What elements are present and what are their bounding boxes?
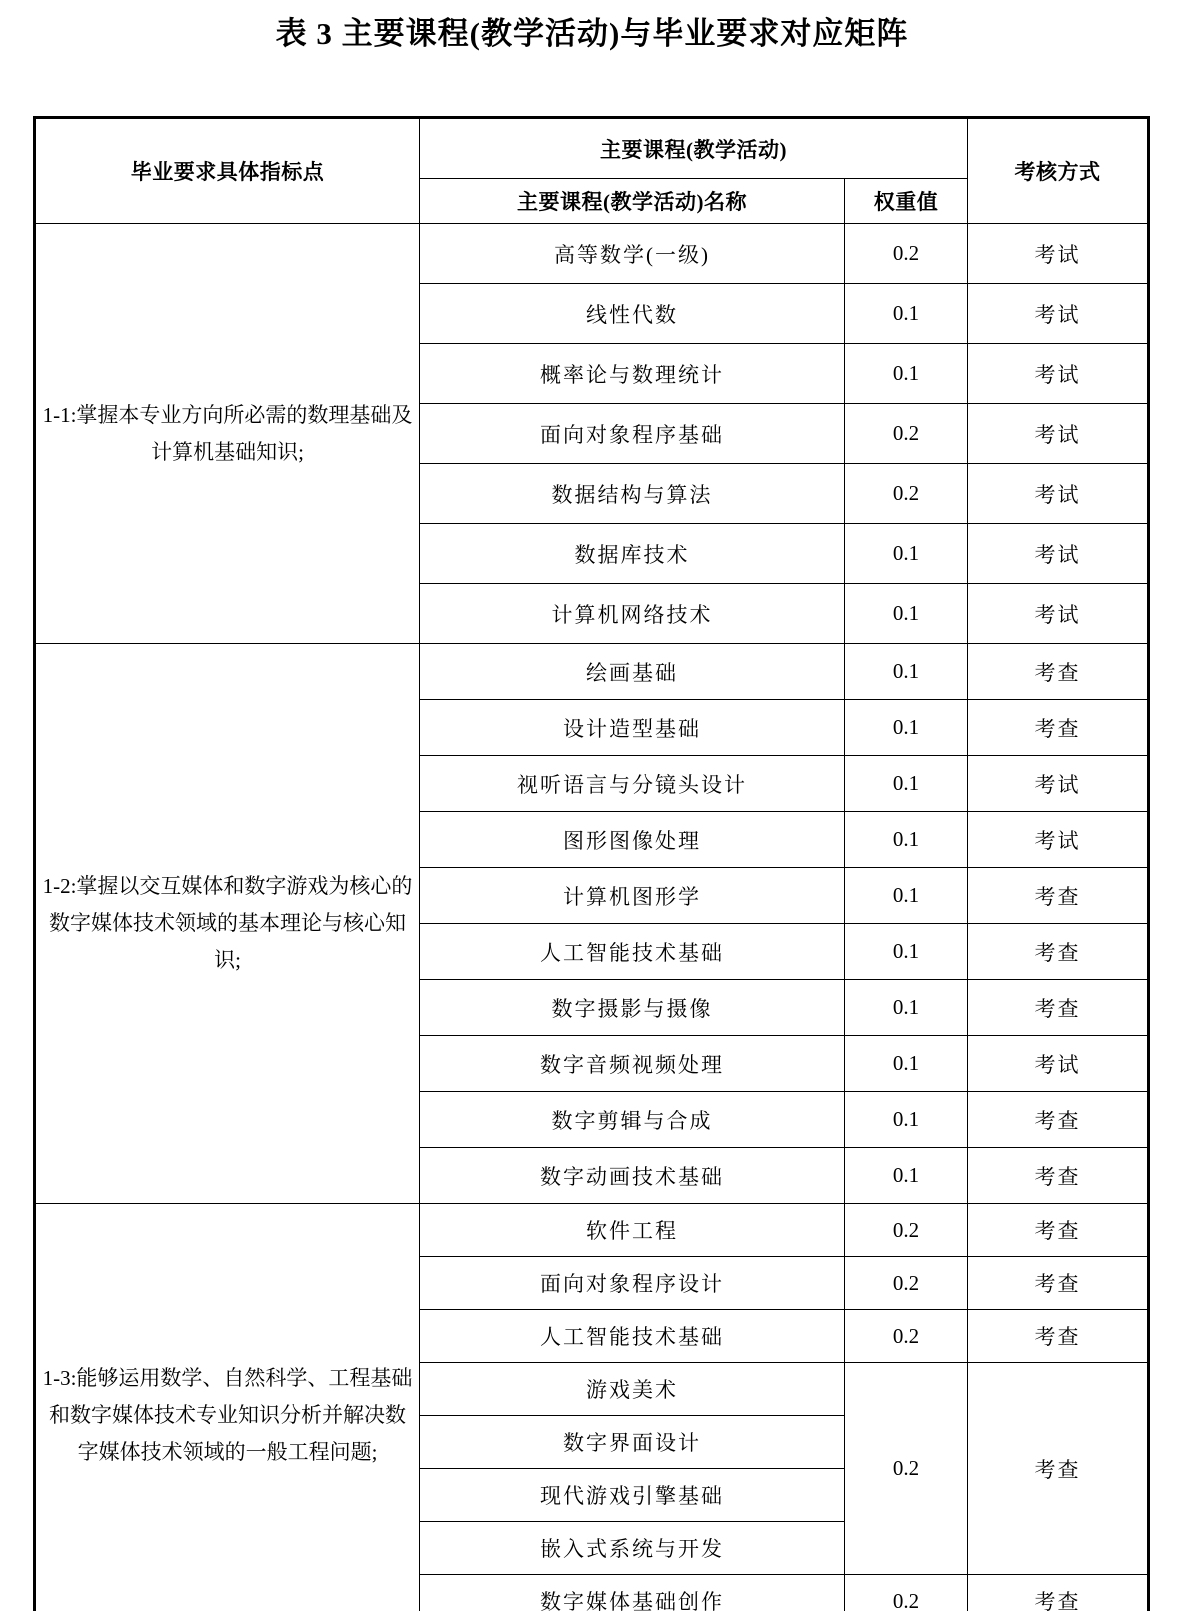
weight-cell: 0.1 xyxy=(845,284,968,344)
weight-cell: 0.2 xyxy=(845,1575,968,1611)
assessment-cell: 考试 xyxy=(968,284,1149,344)
weight-cell: 0.1 xyxy=(845,924,968,980)
assessment-cell: 考查 xyxy=(968,1204,1149,1257)
course-cell: 游戏美术 xyxy=(420,1363,845,1416)
course-cell: 数字动画技术基础 xyxy=(420,1148,845,1204)
assessment-cell: 考查 xyxy=(968,924,1149,980)
course-cell: 视听语言与分镜头设计 xyxy=(420,756,845,812)
assessment-cell: 考查 xyxy=(968,700,1149,756)
assessment-cell: 考试 xyxy=(968,584,1149,644)
course-cell: 现代游戏引擎基础 xyxy=(420,1469,845,1522)
weight-cell: 0.1 xyxy=(845,644,968,700)
weight-cell: 0.2 xyxy=(845,1363,968,1575)
indicator-cell: 1-3:能够运用数学、自然科学、工程基础和数字媒体技术专业知识分析并解决数字媒体技术领域的一般工程问题; xyxy=(35,1204,420,1611)
weight-cell: 0.2 xyxy=(845,1257,968,1310)
assessment-cell: 考查 xyxy=(968,1148,1149,1204)
assessment-cell: 考试 xyxy=(968,344,1149,404)
course-cell: 数字剪辑与合成 xyxy=(420,1092,845,1148)
course-cell: 数字界面设计 xyxy=(420,1416,845,1469)
weight-cell: 0.1 xyxy=(845,980,968,1036)
weight-cell: 0.1 xyxy=(845,344,968,404)
assessment-cell: 考查 xyxy=(968,980,1149,1036)
course-cell: 数据库技术 xyxy=(420,524,845,584)
assessment-cell: 考试 xyxy=(968,224,1149,284)
course-cell: 概率论与数理统计 xyxy=(420,344,845,404)
course-cell: 线性代数 xyxy=(420,284,845,344)
weight-cell: 0.2 xyxy=(845,1204,968,1257)
course-cell: 数字摄影与摄像 xyxy=(420,980,845,1036)
assessment-cell: 考试 xyxy=(968,756,1149,812)
header-row-top xyxy=(35,118,1149,179)
course-cell: 面向对象程序基础 xyxy=(420,404,845,464)
table-row xyxy=(35,224,1149,284)
course-cell: 高等数学(一级) xyxy=(420,224,845,284)
weight-cell: 0.1 xyxy=(845,1092,968,1148)
course-cell: 数据结构与算法 xyxy=(420,464,845,524)
weight-cell: 0.2 xyxy=(845,404,968,464)
assessment-cell: 考查 xyxy=(968,644,1149,700)
header-courses-group: 主要课程(教学活动) xyxy=(420,118,968,179)
assessment-cell: 考查 xyxy=(968,1092,1149,1148)
course-cell: 绘画基础 xyxy=(420,644,845,700)
assessment-cell: 考查 xyxy=(968,1363,1149,1575)
course-cell: 嵌入式系统与开发 xyxy=(420,1522,845,1575)
header-indicator: 毕业要求具体指标点 xyxy=(35,118,420,224)
assessment-cell: 考查 xyxy=(968,1575,1149,1611)
course-cell: 数字媒体基础创作 xyxy=(420,1575,845,1611)
weight-cell: 0.1 xyxy=(845,868,968,924)
table-header xyxy=(35,118,1149,224)
course-cell: 计算机图形学 xyxy=(420,868,845,924)
course-cell: 人工智能技术基础 xyxy=(420,1310,845,1363)
weight-cell: 0.1 xyxy=(845,524,968,584)
course-cell: 面向对象程序设计 xyxy=(420,1257,845,1310)
header-course-name: 主要课程(教学活动)名称 xyxy=(420,179,845,224)
weight-cell: 0.2 xyxy=(845,224,968,284)
weight-cell: 0.2 xyxy=(845,464,968,524)
weight-cell: 0.1 xyxy=(845,756,968,812)
course-cell: 数字音频视频处理 xyxy=(420,1036,845,1092)
weight-cell: 0.1 xyxy=(845,700,968,756)
course-requirement-matrix-table xyxy=(33,116,1150,1611)
weight-cell: 0.1 xyxy=(845,1148,968,1204)
course-cell: 人工智能技术基础 xyxy=(420,924,845,980)
indicator-cell: 1-1:掌握本专业方向所必需的数理基础及计算机基础知识; xyxy=(35,224,420,644)
assessment-cell: 考试 xyxy=(968,404,1149,464)
weight-cell: 0.1 xyxy=(845,1036,968,1092)
assessment-cell: 考查 xyxy=(968,1257,1149,1310)
assessment-cell: 考查 xyxy=(968,1310,1149,1363)
assessment-cell: 考试 xyxy=(968,524,1149,584)
page-title: 表 3 主要课程(教学活动)与毕业要求对应矩阵 xyxy=(275,16,909,51)
header-weight: 权重值 xyxy=(845,179,968,224)
weight-cell: 0.1 xyxy=(845,584,968,644)
weight-cell: 0.1 xyxy=(845,812,968,868)
course-cell: 计算机网络技术 xyxy=(420,584,845,644)
weight-cell: 0.2 xyxy=(845,1310,968,1363)
assessment-cell: 考试 xyxy=(968,464,1149,524)
table-body xyxy=(35,224,1149,1611)
course-cell: 设计造型基础 xyxy=(420,700,845,756)
assessment-cell: 考试 xyxy=(968,1036,1149,1092)
assessment-cell: 考查 xyxy=(968,868,1149,924)
table-row xyxy=(35,1204,1149,1257)
assessment-cell: 考试 xyxy=(968,812,1149,868)
course-cell: 图形图像处理 xyxy=(420,812,845,868)
header-assessment: 考核方式 xyxy=(968,118,1149,224)
course-cell: 软件工程 xyxy=(420,1204,845,1257)
table-row xyxy=(35,644,1149,700)
indicator-cell: 1-2:掌握以交互媒体和数字游戏为核心的数字媒体技术领域的基本理论与核心知识; xyxy=(35,644,420,1204)
